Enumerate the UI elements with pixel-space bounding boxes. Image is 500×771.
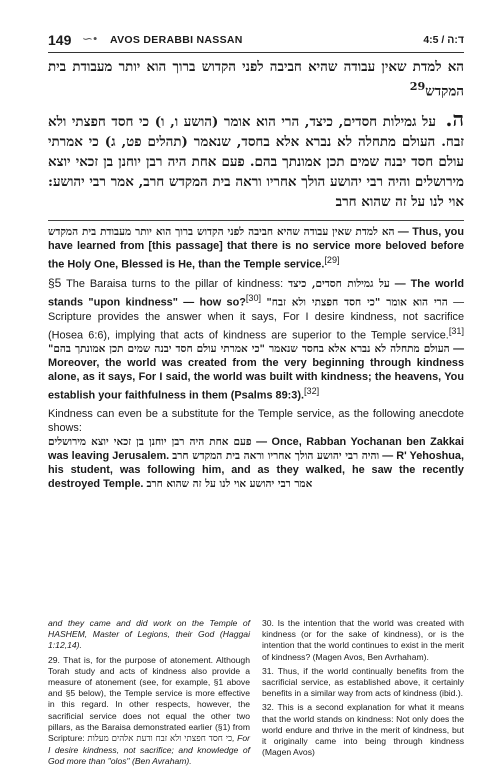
hebrew-main-text-2 [48, 109, 464, 212]
inline-hebrew: העולם מתחלה לא נברא אלא בחסד שנאמר "כי אמרתי עולם חסד יבנה שמים תכן אמונתך בהם" [48, 343, 450, 356]
footnote-text: 29. That is, for the purpose of atonement. Although Torah study and acts of kindness also provide a measure of atonement (see, for example, §1 above and §5 below), the Temple service is more effective in this regard. In other respects, however, the sacrificial service does not equal the other two pillars, as the Baraisa demonstrated earlier (§1) from Scripture: [48, 654, 250, 744]
inline-hebrew: הרי הוא אומר "כי חסד חפצתי ולא זבח" [266, 296, 448, 309]
note-ref: [29] [324, 255, 340, 266]
note-ref: [32] [304, 386, 320, 397]
translation-text: — Once, Rabban Yochanan ben Zakkai was leaving Jerusalem. [48, 435, 465, 462]
translation-text: — Moreover, the world was created from the very beginning through kindness alone, as it says, For I said, the world was built with kindness; the heavens, You establish your faithfulness in them (Psalms 89:3). [48, 343, 464, 402]
hebrew-paragraph-1: הא למדת שאין עבודה שהיא חביבה לפני הקדוש ברוך הוא יותר מעבודת בית המקדש [48, 59, 464, 100]
header-rule [48, 52, 464, 53]
note-ref: [31] [448, 325, 464, 336]
main-divider [48, 220, 464, 221]
section-intro: The Baraisa turns to the pillar of kindness: [66, 278, 284, 291]
footnote-31: 31. Thus, if the world continually benefits from the sacrificial service, as established above, it certainly benefits in a similar way from acts of kindness (ibid.). [262, 665, 464, 699]
footnotes [48, 618, 464, 771]
section-5-paragraph [48, 276, 464, 403]
footnote-32: 32. This is a second explanation for what it means that the world stands on kindness: Not only does the world endure and thrive in the merit of kindness, but it originally came into being through kindness (Magen Avos) [262, 702, 464, 758]
footnote-column-right [262, 618, 464, 771]
footnote-29 [48, 655, 250, 768]
footnote-column-left [48, 618, 250, 771]
note-ref: [30] [245, 293, 262, 304]
translation-text: — Scripture provides the answer when it says, For I desire kindness, not sacrifice (Hosea 6:6), implying that acts of kindness are superior to the Temple service. [48, 296, 464, 342]
footnote-marker-29: 29 [409, 80, 426, 93]
running-title: AVOS DERABBI NASSAN [110, 34, 243, 46]
translation-paragraph-4 [48, 435, 464, 491]
translation-text: Kindness can even be a substitute for the Temple service, as the following anecdote shows: [48, 407, 464, 434]
translation-paragraph-1 [48, 225, 464, 272]
header-ornament-icon: ∽• [82, 31, 98, 46]
chapter-reference: 4:5 / ד:ה [423, 34, 464, 46]
hebrew-main-text [48, 57, 464, 101]
inline-hebrew: אמר רבי יהושע אוי לנו על זה שהוא חרב [146, 477, 313, 490]
inline-hebrew: פעם אחת היה רבן יוחנן בן זכאי יוצא מירושלים [48, 435, 252, 448]
footnote-hebrew: כי חסד חפצתי ולא זבח ודעת אלהים מעלות [87, 734, 233, 745]
inline-hebrew: והיה רבי יהושע הולך אחריו וראה בית המקדש חרב [172, 449, 380, 462]
footnote-30: 30. Is the intention that the world was created with kindness (or for the sake of kindness), or is the intention that the world continues to exist in the merit of kindness? (Magen Avos, Ben Avrhaham). [262, 618, 464, 662]
inline-hebrew: על גמילות חסדים, כיצד [288, 278, 390, 291]
translation-paragraph-3 [48, 407, 464, 435]
translation-text: — R' Yehoshua, his student, was following him, and as they walked, he saw the recently destroyed Temple. [48, 449, 465, 490]
running-header [48, 30, 464, 50]
hebrew-paragraph-2: על גמילות חסדים, כיצד, הרי הוא אומר (הושע ו, ו) כי חסד חפצתי ולא זבח. העולם מתחלה לא נברא אלא בחסד, שנאמר (תהלים פט, ג) כי אמרתי עולם חסד יבנה שמים תכן אמונתך בהם. פעם אחת היה רבן יוחנן בן זכאי יוצא מירושלים והיה רבי יהושע הולך אחריו וראה בית המקדש חרב, אמר רבי יהושע: אוי לנו על זה שהוא חרב [48, 114, 464, 211]
inline-hebrew: הא למדת שאין עבודה שהיא חביבה לפני הקדוש ברוך הוא יותר מעבודת בית המקדש [48, 226, 395, 239]
section-letter: ה. [445, 107, 464, 132]
footnote-continuation: and they came and did work on the Temple of HASHEM, Master of Legions, their God (Haggai 1:12,14). [48, 618, 250, 651]
footnote-text: , For I desire kindness, not sacrifice; and knowledge of God more than "olos" (Ben Avraham). [48, 733, 251, 767]
translation-text: — The world stands "upon kindness" — how so? [48, 278, 464, 309]
section-symbol: §5 [48, 276, 62, 291]
page-number: 149 [48, 32, 72, 48]
translation-text: — Thus, you have learned from [this passage] that there is no service more beloved before the Holy One, Blessed is He, than the Temple service. [48, 226, 464, 272]
